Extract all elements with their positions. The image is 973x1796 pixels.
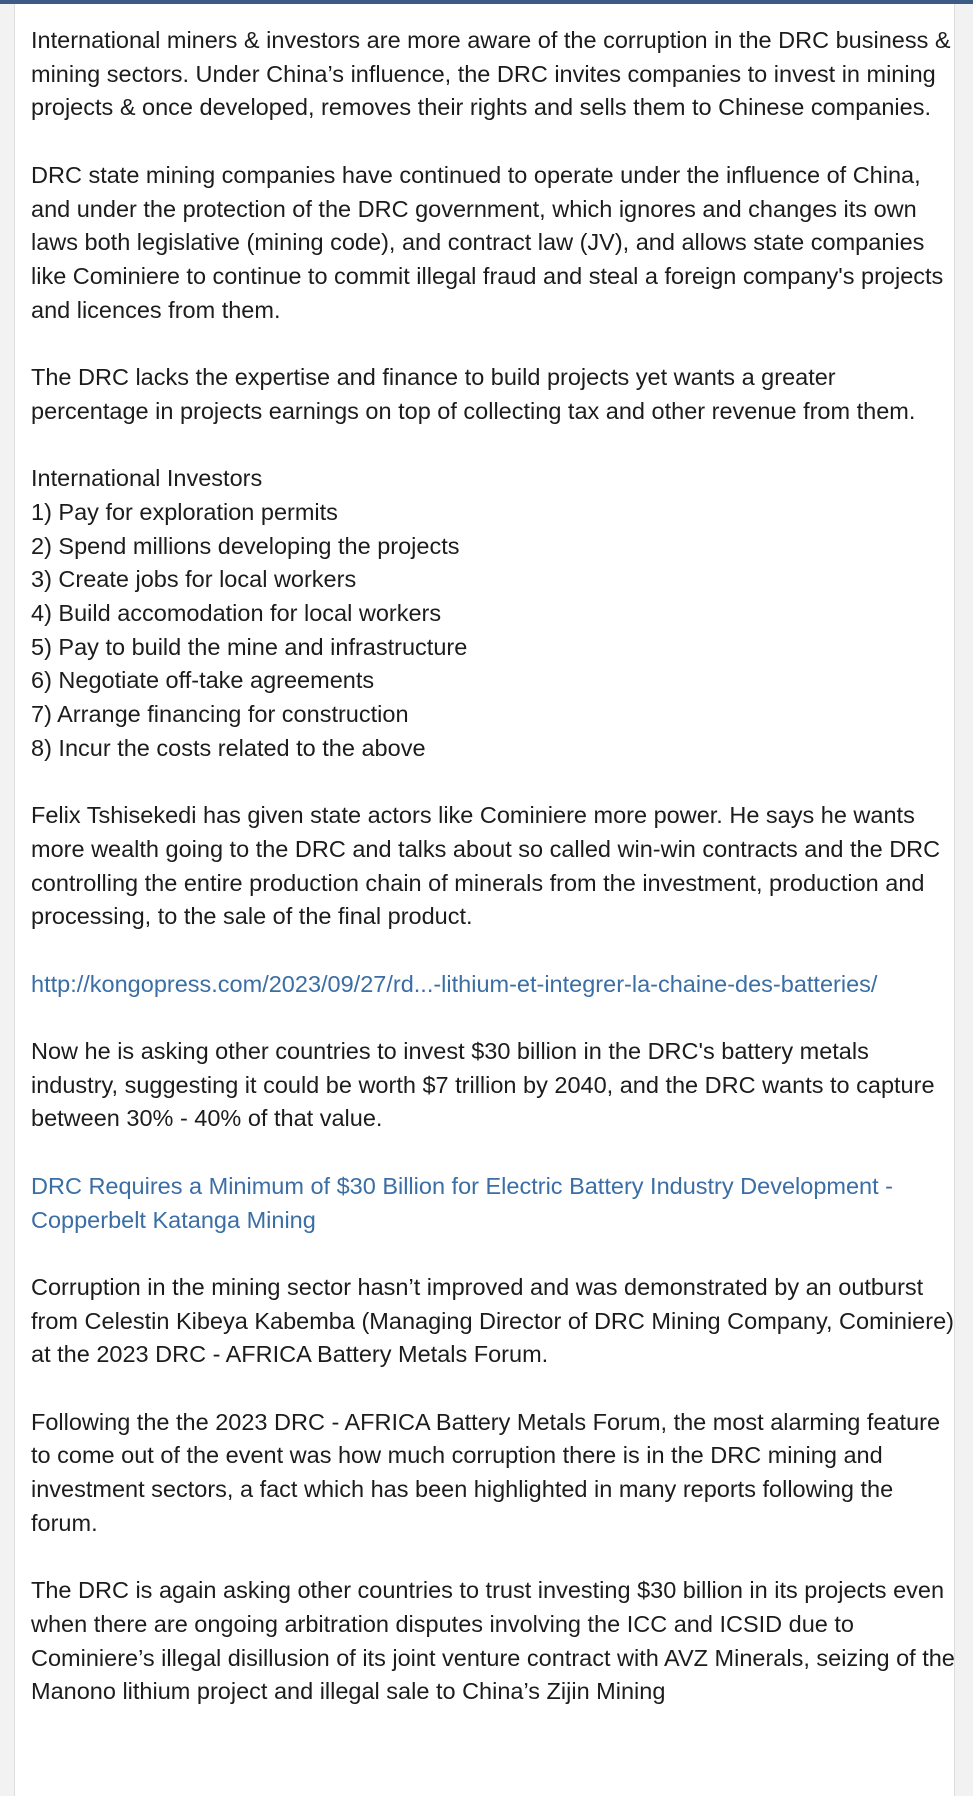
investor-list	[31, 462, 956, 765]
paragraph-intro: International miners & investors are more aware of the corruption in the DRC business & mining sectors. Under China’s influence, the DRC invites companies to invest in mining projects & once developed, removes their rights and sells them to Chinese companies.	[31, 27, 951, 121]
list-item: 4) Build accomodation for local workers	[31, 599, 442, 626]
kongopress-link[interactable]: http://kongopress.com/2023/09/27/rd...-lithium-et-integrer-la-chaine-des-batteries/	[31, 970, 878, 997]
list-item: 6) Negotiate off-take agreements	[31, 667, 375, 694]
paragraph-arbitration: The DRC is again asking other countries to trust investing $30 billion in its projects even when there are ongoing arbitration disputes involving the ICC and ICSID due to Cominiere’s illegal disillusion of its joint venture contract with AVZ Minerals, seizing of the Manono lithium project and illegal sale to China’s Zijin Mining	[31, 1577, 955, 1705]
list-item: 1) Pay for exploration permits	[31, 498, 338, 525]
list-item: 2) Spend millions developing the projects	[31, 532, 460, 559]
paragraph-investment-ask: Now he is asking other countries to invest $30 billion in the DRC's battery metals industry, suggesting it could be worth $7 trillion by 2040, and the DRC wants to capture between 30% - 40% of that value.	[31, 1038, 935, 1132]
list-item: 3) Create jobs for local workers	[31, 566, 357, 593]
list-item: 7) Arrange financing for construction	[31, 701, 409, 728]
post-content	[31, 24, 956, 1743]
post-body	[14, 4, 955, 1796]
paragraph-state-companies: DRC state mining companies have continued to operate under the influence of China, and under the protection of the DRC government, which ignores and changes its own laws both legislative (mining code), and contract law (JV), and allows state companies like Cominiere to continue to commit illegal fraud and steal a foreign company's projects and licences from them.	[31, 161, 944, 323]
paragraph-expertise: The DRC lacks the expertise and finance to build projects yet wants a greater percentage in projects earnings on top of collecting tax and other revenue from them.	[31, 364, 916, 424]
paragraph-forum: Following the the 2023 DRC - AFRICA Battery Metals Forum, the most alarming feature to come out of the event was how much corruption there is in the DRC mining and investment sectors, a fact which has been highlighted in many reports following the forum.	[31, 1408, 941, 1536]
paragraph-tshisekedi: Felix Tshisekedi has given state actors like Cominiere more power. He says he wants more wealth going to the DRC and talks about so called win-win contracts and the DRC controlling the entire production chain of minerals from the investment, production and processing, to the sale of the final product.	[31, 802, 941, 930]
list-item: 5) Pay to build the mine and infrastructure	[31, 633, 468, 660]
list-heading: International Investors	[31, 465, 263, 492]
copperbelt-article-link[interactable]: DRC Requires a Minimum of $30 Billion for Electric Battery Industry Development - Copperbelt Katanga Mining	[31, 1172, 893, 1233]
paragraph-corruption: Corruption in the mining sector hasn’t improved and was demonstrated by an outburst from Celestin Kibeya Kabemba (Managing Director of DRC Mining Company, Cominiere) at the 2023 DRC - AFRICA Battery Metals Forum.	[31, 1273, 954, 1368]
list-item: 8) Incur the costs related to the above	[31, 734, 426, 761]
